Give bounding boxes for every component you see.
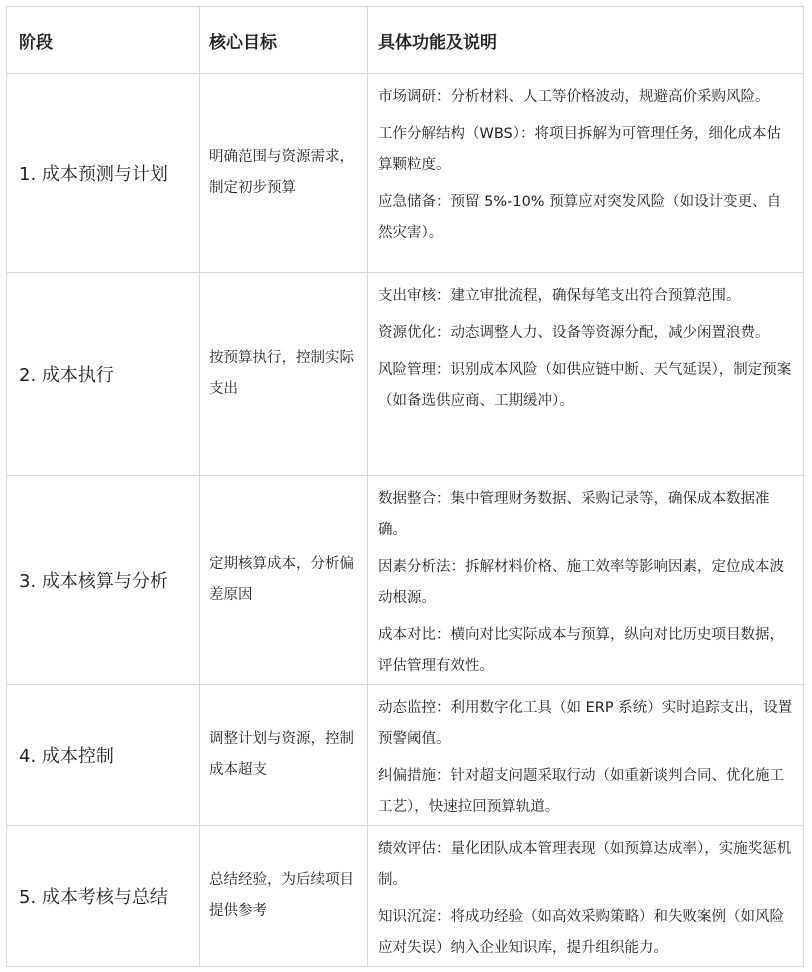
goal-text: 明确范围与资源需求，制定初步预算 xyxy=(209,149,354,196)
detail-item: 风险管理：识别成本风险（如供应链中断、天气延误），制定预案（如备选供应商、工期缓冲）。 xyxy=(378,362,792,409)
goal-cell xyxy=(200,476,368,684)
details-cell xyxy=(368,74,803,272)
table-row xyxy=(7,685,803,826)
stage-name: 5. 成本考核与总结 xyxy=(19,887,168,908)
cost-management-table xyxy=(6,6,804,967)
table-row xyxy=(7,476,803,685)
detail-item: 因素分析法：拆解材料价格、施工效率等影响因素，定位成本波动根源。 xyxy=(378,559,784,606)
table-row xyxy=(7,74,803,273)
goal-text: 定期核算成本，分析偏差原因 xyxy=(209,556,354,603)
details-cell xyxy=(368,685,803,825)
goal-text: 调整计划与资源，控制成本超支 xyxy=(209,731,354,778)
header-details: 具体功能及说明 xyxy=(378,32,497,53)
stage-cell xyxy=(7,74,200,272)
table-header-row xyxy=(7,7,803,74)
goal-cell xyxy=(200,273,368,475)
detail-item: 成本对比：横向对比实际成本与预算，纵向对比历史项目数据，评估管理有效性。 xyxy=(378,627,784,674)
detail-item: 资源优化：动态调整人力、设备等资源分配，减少闲置浪费。 xyxy=(378,325,770,341)
stage-name: 2. 成本执行 xyxy=(19,365,114,386)
stage-cell xyxy=(7,273,200,475)
goal-cell xyxy=(200,74,368,272)
detail-item: 纠偏措施：针对超支问题采取行动（如重新谈判合同、优化施工工艺），快速拉回预算轨道。 xyxy=(378,768,784,815)
header-goal: 核心目标 xyxy=(200,7,368,73)
goal-cell xyxy=(200,826,368,966)
table-row xyxy=(7,273,803,476)
stage-name: 1. 成本预测与计划 xyxy=(19,164,168,185)
detail-item: 市场调研：分析材料、人工等价格波动，规避高价采购风险。 xyxy=(378,89,770,105)
goal-text: 总结经验，为后续项目提供参考 xyxy=(209,872,354,919)
detail-item: 知识沉淀：将成功经验（如高效采购策略）和失败案例（如风险应对失误）纳入企业知识库，提升组织能力。 xyxy=(378,909,784,956)
detail-item: 工作分解结构（WBS）：将项目拆解为可管理任务，细化成本估算颗粒度。 xyxy=(378,126,781,173)
stage-cell xyxy=(7,685,200,825)
detail-item: 支出审核：建立审批流程，确保每笔支出符合预算范围。 xyxy=(378,288,741,304)
stage-cell xyxy=(7,826,200,966)
detail-item: 动态监控：利用数字化工具（如 ERP 系统）实时追踪支出，设置预警阈值。 xyxy=(378,700,793,747)
details-cell xyxy=(368,273,803,475)
stage-name: 4. 成本控制 xyxy=(19,746,114,767)
details-cell xyxy=(368,826,803,966)
goal-text: 按预算执行，控制实际支出 xyxy=(209,350,354,397)
details-cell xyxy=(368,476,803,684)
detail-item: 绩效评估：量化团队成本管理表现（如预算达成率），实施奖惩机制。 xyxy=(378,841,792,888)
stage-cell xyxy=(7,476,200,684)
detail-item: 数据整合：集中管理财务数据、采购记录等，确保成本数据准确。 xyxy=(378,491,770,538)
header-stage: 阶段 xyxy=(7,7,200,73)
stage-name: 3. 成本核算与分析 xyxy=(19,571,168,592)
table-row xyxy=(7,826,803,966)
goal-cell xyxy=(200,685,368,825)
detail-item: 应急储备：预留 5%-10% 预算应对突发风险（如设计变更、自然灾害）。 xyxy=(378,194,782,241)
